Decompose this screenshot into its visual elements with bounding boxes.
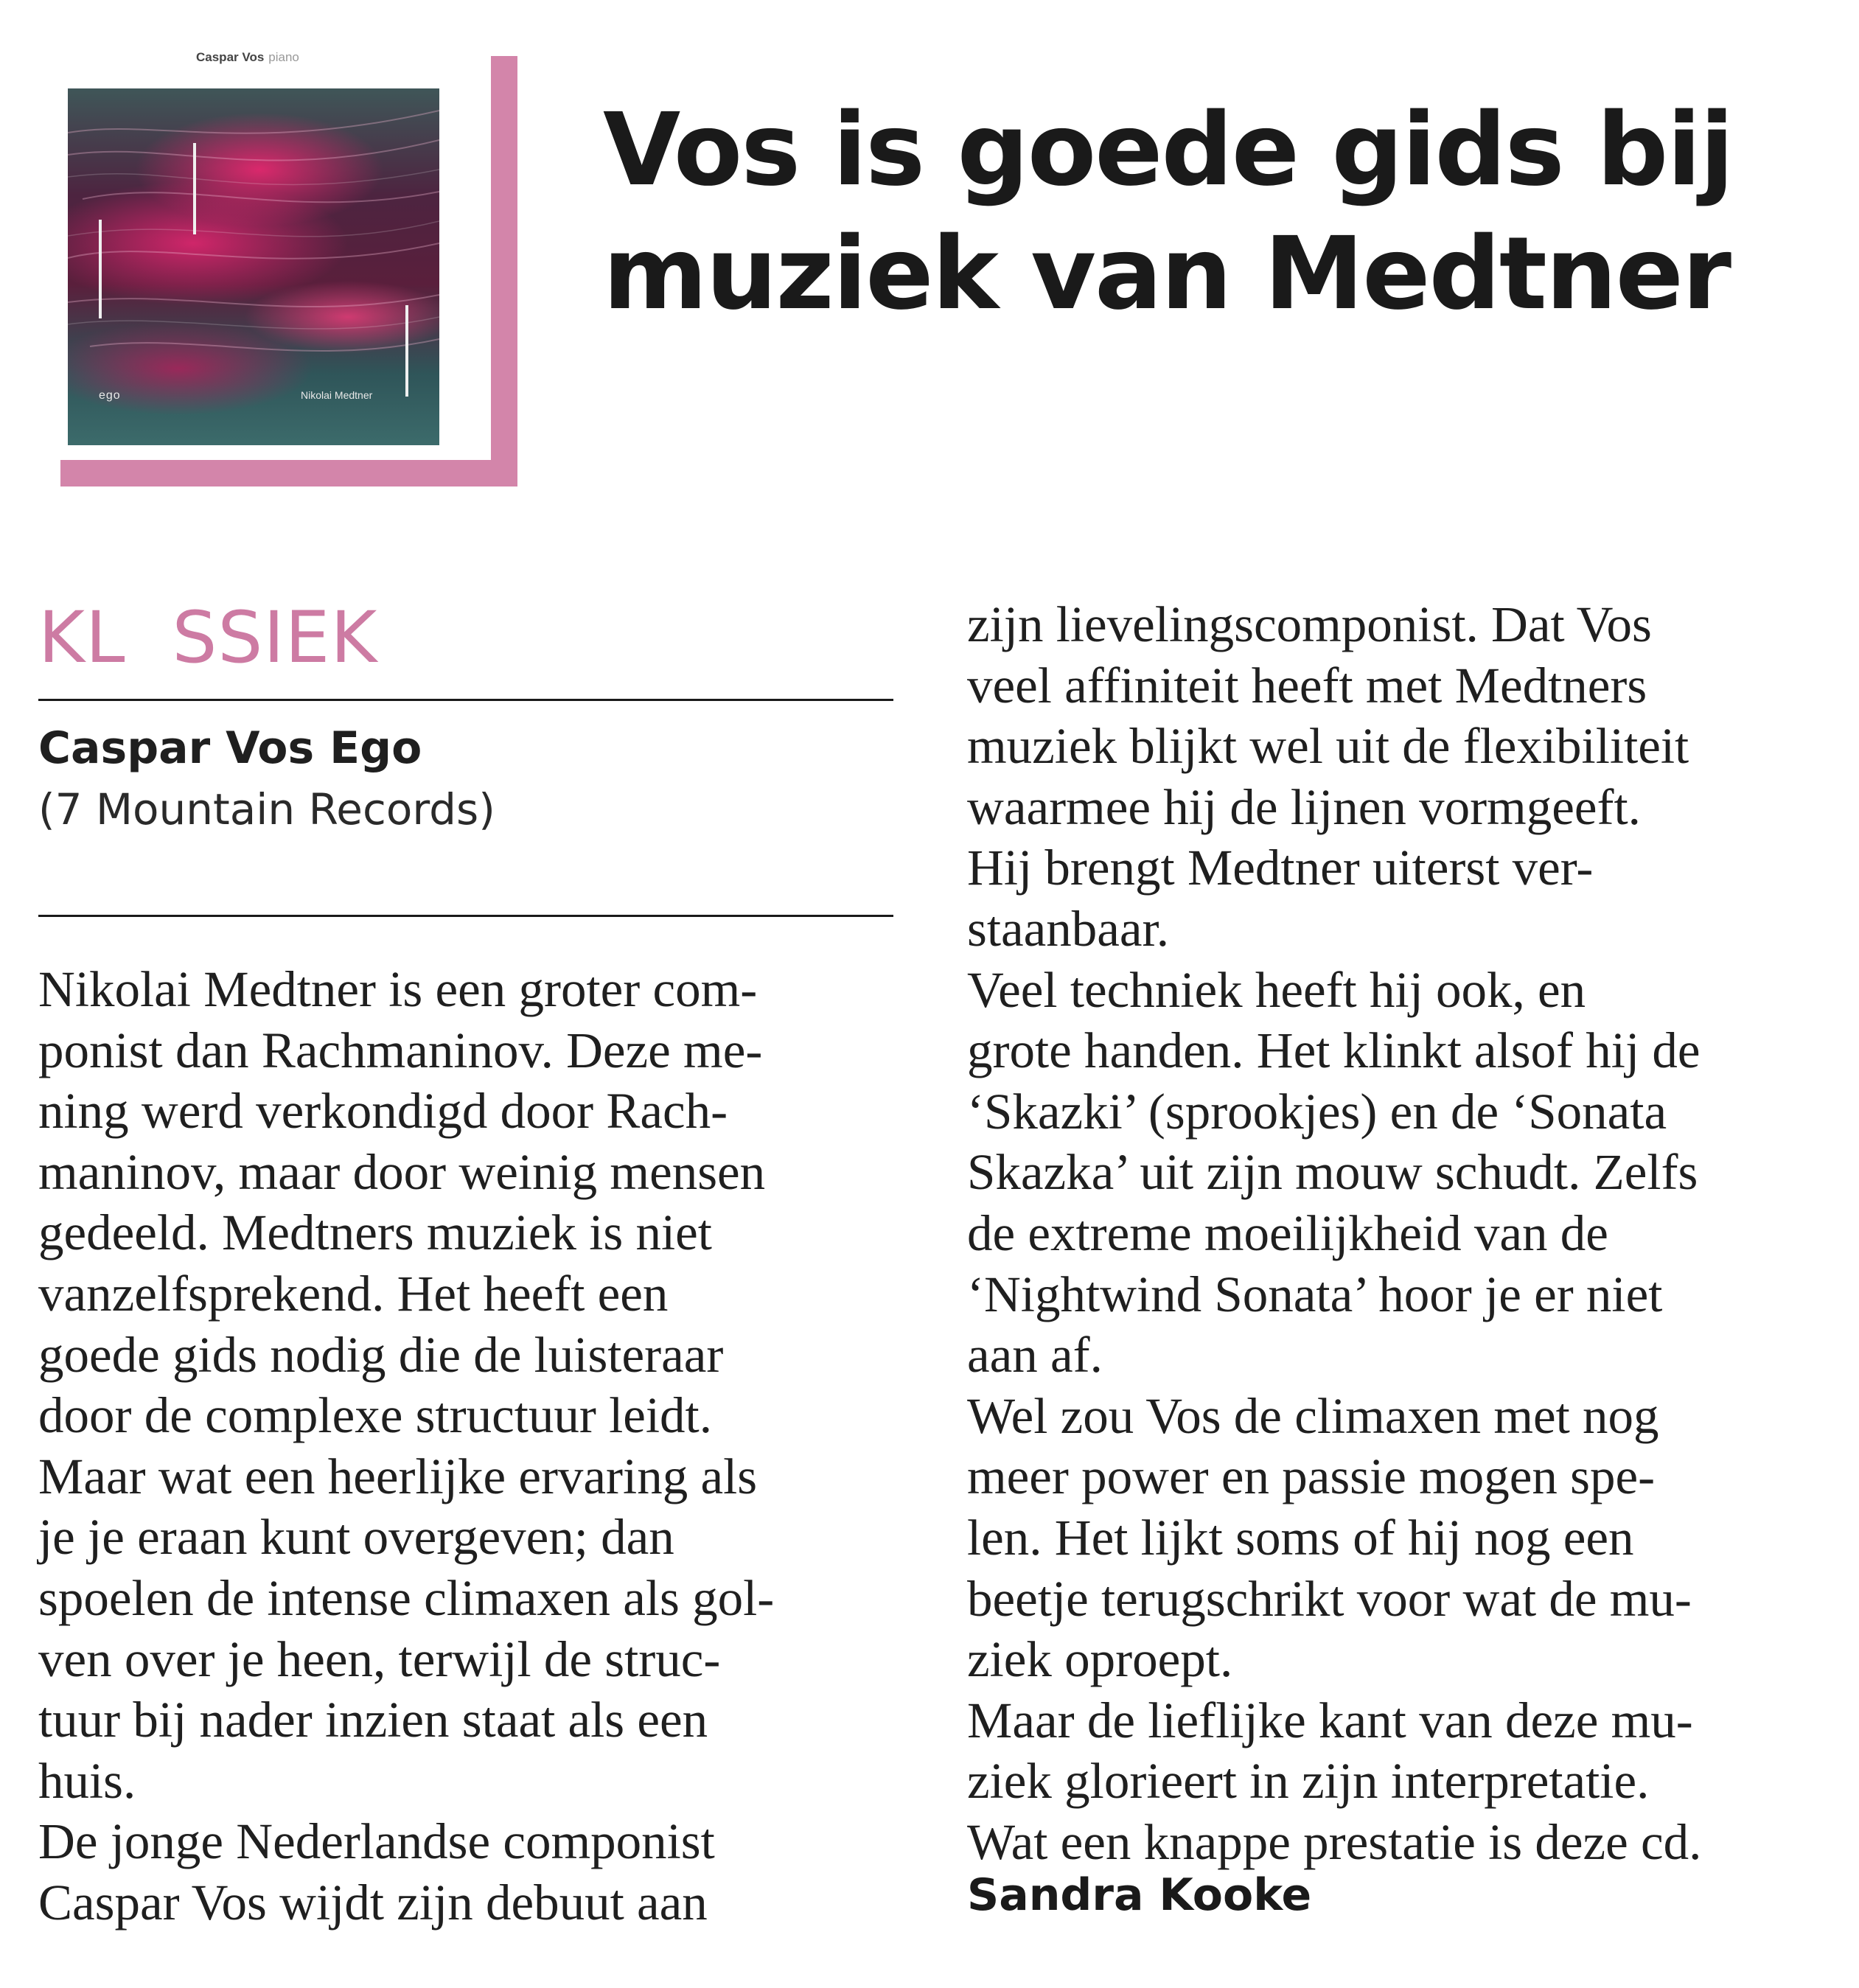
- article-line: Maar wat een heerlijke ervaring als: [38, 1448, 758, 1504]
- divider-bottom: [38, 915, 893, 917]
- article-line: grote handen. Het klinkt alsof hij de: [967, 1022, 1701, 1079]
- article-line: meer power en passie mogen spe-: [967, 1448, 1656, 1505]
- article-line: ‘Nightwind Sonata’ hoor je er niet: [967, 1266, 1663, 1322]
- article-line: gedeeld. Medtners muziek is niet: [38, 1204, 712, 1261]
- article-line: len. Het lijkt soms of hij nog een: [967, 1509, 1634, 1566]
- cover-composer: Nikolai Medtner: [301, 389, 373, 401]
- album-cover: [68, 88, 439, 445]
- article-line: Hij brengt Medtner uiterst ver-: [967, 840, 1594, 896]
- article-line: de extreme moeilijkheid van de: [967, 1204, 1608, 1261]
- article-line: je je eraan kunt overgeven; dan: [38, 1509, 674, 1566]
- article-line: spoelen de intense climaxen als gol-: [38, 1569, 775, 1626]
- divider-top: [38, 699, 893, 701]
- cover-artist: Caspar Vos: [196, 50, 265, 64]
- article-line: tuur bij nader inzien staat als een: [38, 1692, 708, 1748]
- article-line: veel affiniteit heeft met Medtners: [967, 657, 1647, 714]
- article-line: ziek oproept.: [967, 1631, 1233, 1688]
- article-line: waarmee hij de lijnen vormgeeft.: [967, 778, 1641, 835]
- article-line: ponist dan Rachmaninov. Deze me-: [38, 1022, 763, 1078]
- article-line: ‘Skazki’ (sprookjes) en de ‘Sonata: [967, 1083, 1667, 1140]
- article-line: Veel techniek heeft hij ook, en: [967, 961, 1586, 1018]
- article-column-left: [38, 959, 893, 1933]
- cover-instrument: piano: [268, 50, 299, 64]
- article-line: Caspar Vos wijdt zijn debuut aan: [38, 1874, 708, 1931]
- article-line: ven over je heen, terwijl de struc-: [38, 1630, 721, 1687]
- article-line: Skazka’ uit zijn mouw schudt. Zelfs: [967, 1144, 1698, 1201]
- article-line: vanzelfsprekend. Het heeft een: [38, 1265, 669, 1322]
- section-label: KL SSIEK: [38, 596, 378, 679]
- article-line: aan af.: [967, 1327, 1103, 1384]
- record-label: (7 Mountain Records): [38, 784, 495, 834]
- article-line: maninov, maar door weinig mensen: [38, 1143, 766, 1200]
- headline-line-2: muziek van Medtner: [603, 216, 1730, 332]
- headline: [603, 88, 1827, 336]
- article-line: muziek blijkt wel uit de flexibiliteit: [967, 718, 1689, 775]
- article-line: Wel zou Vos de climaxen met nog: [967, 1387, 1659, 1444]
- headline-line-1: Vos is goede gids bij: [603, 92, 1733, 209]
- article-line: ning werd verkondigd door Rach-: [38, 1083, 728, 1140]
- cover-frame-vertical: [491, 56, 517, 485]
- cover-album-name: ego: [99, 389, 121, 402]
- article-line: huis.: [38, 1752, 136, 1809]
- byline: Sandra Kooke: [967, 1869, 1312, 1921]
- article-column-right: [967, 594, 1837, 1872]
- article-line: De jonge Nederlandse componist: [38, 1813, 715, 1870]
- article-line: Nikolai Medtner is een groter com-: [38, 961, 758, 1017]
- article-line: ziek glorieert in zijn interpretatie.: [967, 1753, 1650, 1810]
- cover-frame-horizontal: [60, 460, 517, 486]
- album-cover-artwork: [68, 88, 439, 445]
- article-line: staanbaar.: [967, 900, 1169, 957]
- album-title: Caspar Vos Ego: [38, 722, 422, 774]
- article-line: goede gids nodig die de luisteraar: [38, 1326, 724, 1383]
- article-line: beetje terugschrikt voor wat de mu-: [967, 1570, 1692, 1627]
- article-line: Wat een knappe prestatie is deze cd.: [967, 1813, 1702, 1870]
- article-line: Maar de lieflijke kant van deze mu-: [967, 1692, 1693, 1748]
- cover-artist-line: [196, 50, 299, 65]
- article-line: zijn lievelingscomponist. Dat Vos: [967, 596, 1652, 652]
- article-line: door de complexe structuur leidt.: [38, 1387, 712, 1444]
